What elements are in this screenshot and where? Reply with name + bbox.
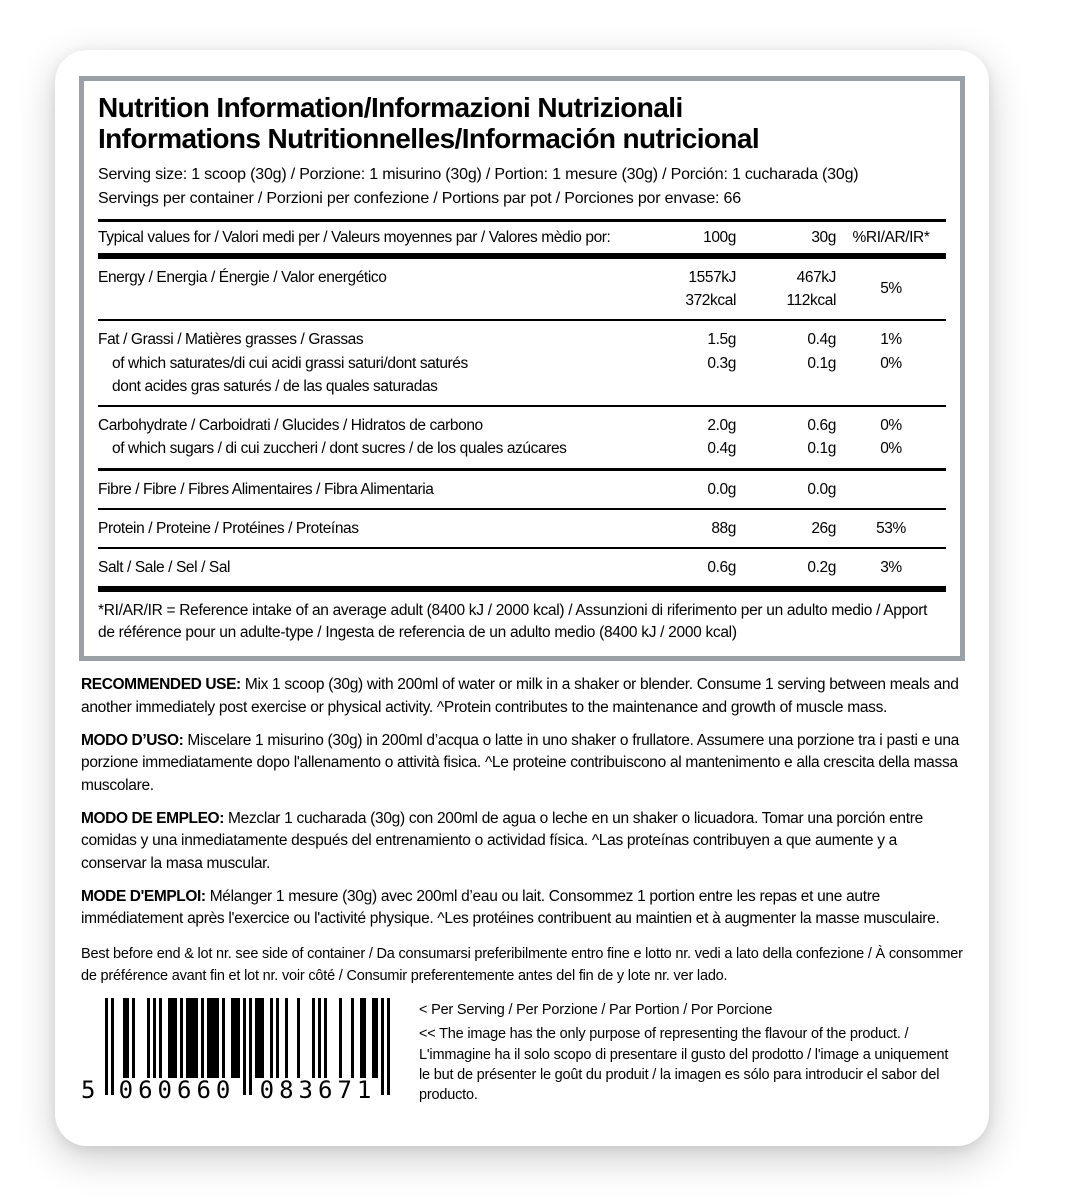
header-col-ri: %RI/AR/IR* (852, 228, 930, 246)
usage-paragraph-en (81, 674, 963, 719)
value-ri: 0% (880, 440, 902, 458)
table-row-energy (98, 259, 946, 322)
usage-paragraph-it (81, 730, 963, 797)
row-label: Protein / Proteine / Protéines / Proteínas (98, 519, 359, 537)
value-ri: 3% (880, 559, 902, 577)
value-100g: 1557kJ (688, 268, 736, 286)
table-row-carbohydrate (98, 407, 946, 471)
barcode-digit-first: 5 (81, 1075, 96, 1104)
value-ri (836, 478, 946, 495)
value-ri: 5% (880, 280, 902, 298)
paragraph-text: Mix 1 scoop (30g) with 200ml of water or milk in a shaker or blender. Consume 1 serving between meals and another immediately post exercise or physical activity. ^Protein contributes to the maintenance and growth of muscle mass. (81, 676, 959, 716)
row-label-saturates: of which saturates/di cui acidi grassi saturi/dont saturés (112, 354, 468, 372)
barcode-digits-left: 060660 (118, 1075, 236, 1104)
usage-paragraph-fr (81, 886, 963, 931)
value-100g: 0.3g (707, 354, 736, 372)
value-ri: 0% (880, 354, 902, 372)
servings-per-container-line: Servings per container / Porzioni per confezione / Portions par pot / Porciones por envase: 66 (98, 189, 741, 207)
table-row-protein (98, 510, 946, 549)
value-30g: 26g (811, 519, 836, 537)
table-row-fat (98, 321, 946, 407)
nutrition-label-card (55, 50, 989, 1146)
label-title (98, 93, 946, 155)
nutrition-facts-box (79, 76, 965, 661)
value-100g: 2.0g (707, 417, 736, 435)
value-100g: 0.6g (707, 559, 736, 577)
value-30g: 467kJ (796, 268, 836, 286)
value-ri: 1% (880, 331, 902, 349)
paragraph-text: Miscelare 1 misurino (30g) in 200ml d’acqua o latte in uno shaker o frullatore. Assumere una porzione tra i pasti e una porzione immediatamente dopo l'allenamento o attività fisica. ^Le proteine contribuiscono al mantenimento e alla crescita della massa muscolare. (81, 731, 959, 794)
barcode-section (79, 998, 965, 1105)
value-100g: 0.0g (707, 480, 736, 498)
value-100g: 1.5g (707, 331, 736, 349)
value-30g: 0.1g (807, 440, 836, 458)
value-30g: 0.2g (807, 559, 836, 577)
value-ri: 0% (880, 417, 902, 435)
ean-barcode (81, 998, 393, 1104)
table-row-salt (98, 549, 946, 592)
barcode-bar (387, 998, 390, 1095)
paragraph-text: Mezclar 1 cucharada (30g) con 200ml de agua o leche en un shaker o licuadora. Tomar una porción entre comidas y una inmediatamente después del entrenamiento o actividad física. ^Las proteínas contribuyen a que aumente y a conservar la masa muscular. (81, 809, 923, 872)
barcode-digits-right: 083671 (259, 1075, 377, 1104)
row-label: Carbohydrate / Carboidrati / Glucides / Hidratos de carbono (98, 417, 483, 435)
header-typical-values: Typical values for / Valori medi per / Valeurs moyennes par / Valores mèdio por: (98, 228, 611, 246)
row-label: Fat / Grassi / Matières grasses / Grassas (98, 331, 364, 349)
label-title-line2: Informations Nutritionnelles/Información nutricional (98, 122, 760, 154)
table-row-fibre (98, 471, 946, 510)
value-30g: 0.4g (807, 331, 836, 349)
label-title-line1: Nutrition Information/Informazioni Nutrizionali (98, 92, 683, 123)
row-label: Fibre / Fibre / Fibres Alimentaires / Fibra Alimentaria (98, 480, 434, 498)
value-30g: 112kcal (786, 292, 836, 310)
nutrition-table (98, 219, 946, 593)
value-30g: 0.6g (807, 417, 836, 435)
paragraph-label: MODO D’USO: (81, 731, 184, 749)
row-label: Energy / Energia / Énergie / Valor energético (98, 268, 387, 286)
header-col-100g: 100g (703, 228, 736, 246)
value-30g: 0.0g (807, 480, 836, 498)
value-100g: 0.4g (707, 440, 736, 458)
header-col-30g: 30g (811, 228, 836, 246)
usage-instructions (79, 661, 965, 988)
reference-intake-footnote: *RI/AR/IR = Reference intake of an average adult (8400 kJ / 2000 kcal) / Assunzioni di riferimento per un adulto medio / Apport de référence pour un adulte-type / Ingesta de referencia de un adulto medio (8400 kJ / 2000 kcal) (98, 602, 928, 642)
paragraph-label: RECOMMENDED USE: (81, 676, 241, 694)
barcode-notes (419, 998, 959, 1105)
row-label-sugars: of which sugars / di cui zuccheri / dont sucres / de los quales azúcares (112, 440, 567, 458)
serving-size-line: Serving size: 1 scoop (30g) / Porzione: 1 misurino (30g) / Portion: 1 mesure (30g) / Porción: 1 cucharada (30g) (98, 165, 859, 183)
value-ri: 53% (876, 519, 906, 537)
serving-info (98, 163, 946, 211)
value-30g: 0.1g (807, 354, 836, 372)
best-before-note: Best before end & lot nr. see side of container / Da consumarsi preferibilmente entro fine e lotto nr. vedi a lato della confezione / À consommer de préférence avant fin et lot nr. voir côté / Consumir preferentemente antes del fin de y lote nr. ver lado. (81, 946, 963, 985)
row-label: Salt / Sale / Sel / Sal (98, 559, 231, 577)
paragraph-label: MODE D'EMPLOI: (81, 887, 206, 905)
per-serving-note: < Per Serving / Per Porzione / Par Portion / Por Porcione (419, 1001, 773, 1018)
paragraph-label: MODO DE EMPLEO: (81, 809, 224, 827)
row-label (98, 289, 624, 306)
paragraph-text: Mélanger 1 mesure (30g) avec 200ml d’eau ou lait. Consommez 1 portion entre les repas et une autre immédiatement après l'exercice ou l'activité physique. ^Les protéines contribuent au maintien et à augmenter la masse musculaire. (81, 887, 940, 928)
image-purpose-note: << The image has the only purpose of representing the flavour of the product. / L'immagine ha il solo scopo di presentare il gusto del prodotto / l'image a uniquement le but de présenter le goût du produit / la imagen es sólo para introducir el sabor del producto. (419, 1026, 949, 1104)
table-header-row (98, 219, 946, 259)
row-label-saturates-cont: dont acides gras saturés / de las quales saturadas (112, 377, 438, 395)
value-100g: 88g (711, 519, 736, 537)
usage-paragraph-es (81, 808, 963, 875)
value-100g: 372kcal (685, 292, 736, 310)
